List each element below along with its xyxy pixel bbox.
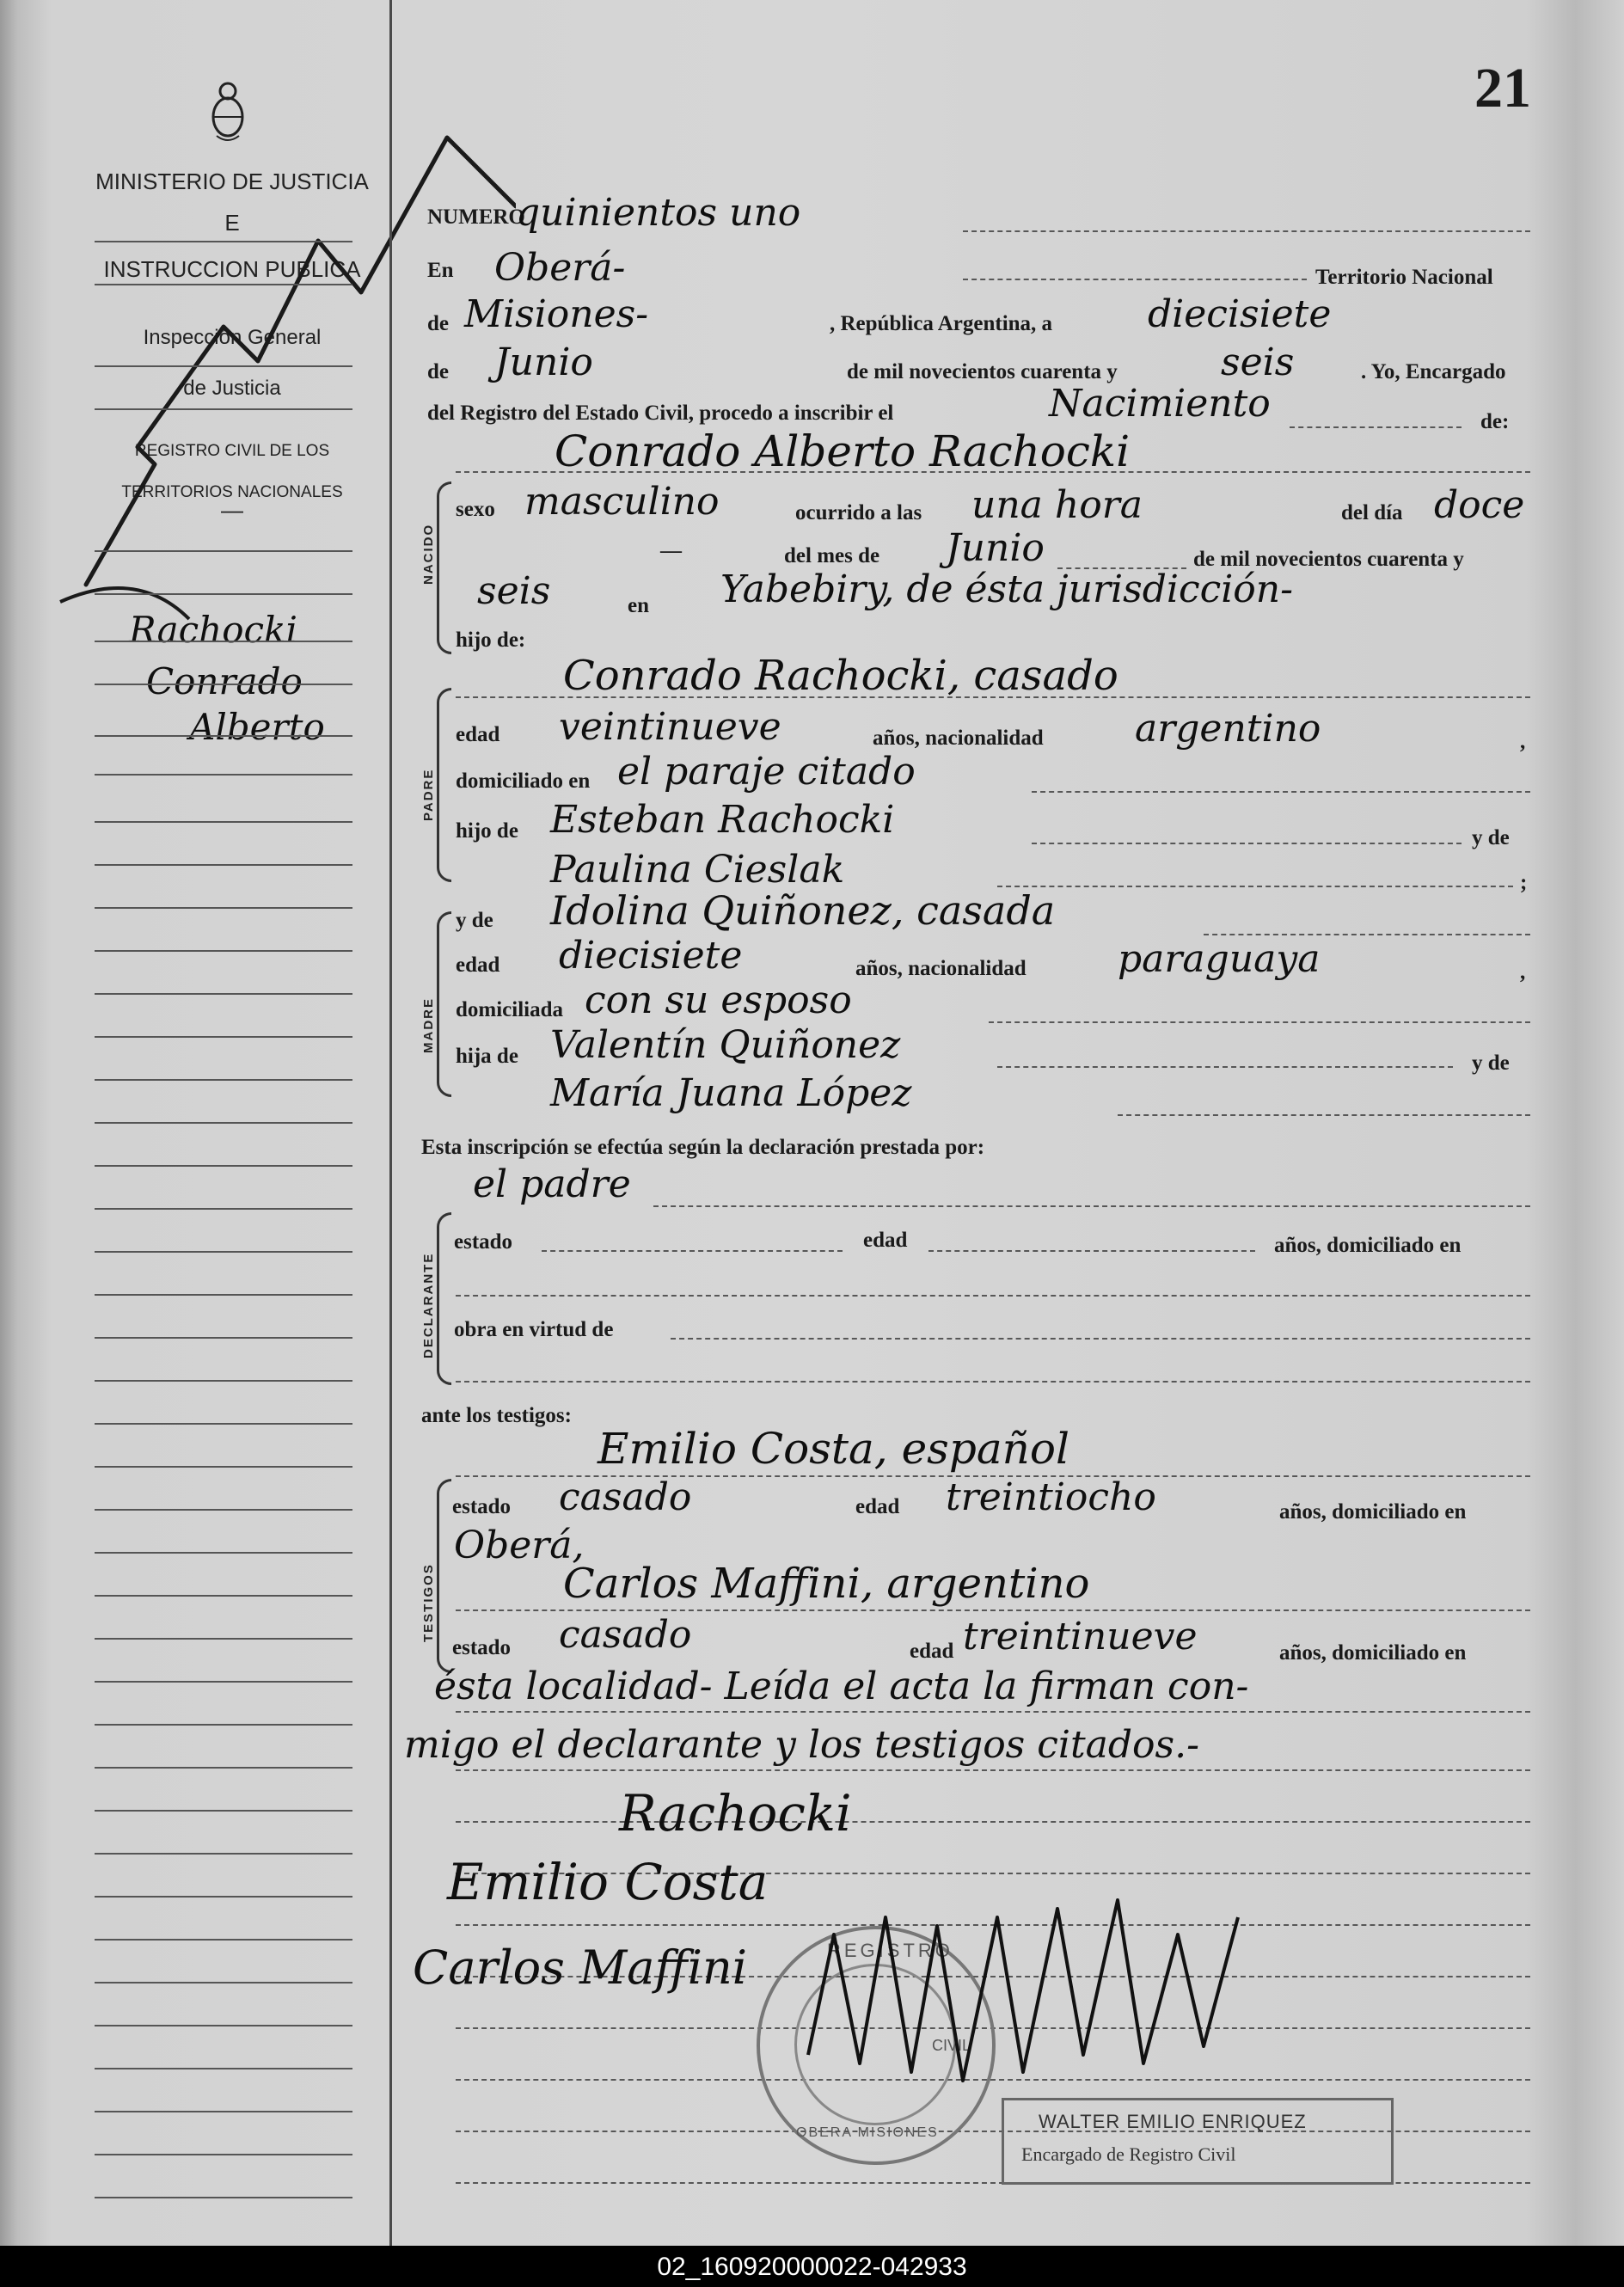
padre-edad-label: edad <box>456 723 500 746</box>
de-colon: de: <box>1480 410 1510 433</box>
declarante-value: el padre <box>473 1162 631 1206</box>
ocurrido-text: ocurrido a las <box>795 501 922 524</box>
madre-nacionalidad-label: años, nacionalidad <box>855 957 1026 980</box>
madre-edad-value: diecisiete <box>559 934 743 978</box>
padre-y-de-label: y de <box>1472 826 1510 849</box>
madre-value: Idolina Quiñonez, casada <box>550 887 1056 934</box>
numero-value: quinientos uno <box>516 191 801 235</box>
seal-side-text: CIVIL <box>932 2037 971 2054</box>
testigo-1-domicilio-value: Oberá, <box>454 1524 585 1567</box>
nacido-brace <box>437 481 451 654</box>
madre-y-de-label-2: y de <box>1472 1052 1510 1075</box>
padre-domicilio-value: el paraje citado <box>617 750 916 794</box>
child-name: Conrado Alberto Rachocki <box>555 426 1131 476</box>
section-label-padre: PADRE <box>421 768 436 821</box>
registry-line-1: REGISTRO CIVIL DE LOS <box>134 442 330 460</box>
semicolon: ; <box>1520 871 1528 894</box>
section-label-declarante: DECLARANTE <box>421 1252 436 1358</box>
madre-domicilio-label: domiciliada <box>456 998 564 1021</box>
abuelo-paterno-value: Esteban Rachocki <box>550 798 895 842</box>
madre-y-de-label: y de <box>456 909 493 932</box>
signature-declarante: Rachocki <box>619 1784 852 1842</box>
testigo-1-edad-label: edad <box>855 1495 900 1518</box>
madre-domicilio-value: con su esposo <box>585 978 852 1022</box>
del-mes-text: del mes de <box>784 544 880 567</box>
testigo-1-estado-value: casado <box>559 1475 692 1519</box>
testigo-1-estado-label: estado <box>452 1495 512 1518</box>
anio-value: seis <box>477 569 551 613</box>
hora-value: una hora <box>971 483 1143 527</box>
ministry-line-2: E <box>224 210 240 236</box>
section-label-madre: MADRE <box>421 997 436 1053</box>
closing-line-2: migo el declarante y los testigos citados.- <box>404 1723 1199 1767</box>
stamp-title: Encargado de Registro Civil <box>1021 2143 1236 2165</box>
en-label: En <box>427 259 454 282</box>
seal-top-text: REGISTRO <box>827 1940 953 1961</box>
testigo-1-domicilio-label: años, domiciliado en <box>1279 1500 1467 1524</box>
del-dia-text: del día <box>1341 501 1403 524</box>
en-place-label: en <box>628 594 649 617</box>
declarante-domicilio-label: años, domiciliado en <box>1274 1234 1462 1257</box>
page-number: 21 <box>1474 57 1531 120</box>
padre-brace <box>437 688 451 882</box>
registry-dash: — <box>221 497 243 523</box>
official-name-stamp <box>1002 2098 1394 2185</box>
testigo-1-edad-value: treintiocho <box>946 1475 1156 1519</box>
madre-edad-label: edad <box>456 953 500 977</box>
margin-note-surname: Rachocki <box>129 609 297 651</box>
year-value: seis <box>1221 340 1295 384</box>
declarante-estado-label: estado <box>454 1230 513 1254</box>
obra-virtud-label: obra en virtud de <box>454 1318 614 1341</box>
mil-novecientos-text: de mil novecientos cuarenta y <box>847 360 1118 383</box>
ministry-line-1: MINISTERIO DE JUSTICIA <box>95 169 369 194</box>
dash-value: — <box>660 539 682 562</box>
testigo-2-estado-label: estado <box>452 1636 512 1659</box>
testigos-brace <box>437 1479 451 1673</box>
padre-hijo-de-label: hijo de <box>456 819 518 843</box>
en-value: Oberá- <box>494 246 626 290</box>
declarante-brace <box>437 1212 451 1385</box>
de-label: de <box>427 312 449 335</box>
registro-text: del Registro del Estado Civil, procedo a inscribir el <box>427 402 894 425</box>
testigo-2-edad-label: edad <box>910 1640 954 1663</box>
section-label-nacido: NACIDO <box>421 523 436 585</box>
inspection-line-1: Inspección General <box>143 326 322 349</box>
margin-note-firstname: Conrado <box>146 660 303 702</box>
territory-value: Misiones- <box>464 292 649 336</box>
ante-testigos-text: ante los testigos: <box>421 1404 572 1427</box>
padre-value: Conrado Rachocki, casado <box>563 652 1118 700</box>
inspection-line-2: de Justicia <box>183 377 281 400</box>
testigo-2-edad-value: treintinueve <box>963 1615 1198 1659</box>
act-type-value: Nacimiento <box>1049 382 1271 426</box>
place-value: Yabebiry, de ésta jurisdicción- <box>720 567 1293 611</box>
declaracion-text: Esta inscripción se efectúa según la declaración prestada por: <box>421 1136 985 1159</box>
territorio-label: Territorio Nacional <box>1315 266 1493 289</box>
hijo-de-label: hijo de: <box>456 628 526 652</box>
comma-2: , <box>1520 960 1526 984</box>
padre-edad-value: veintinueve <box>559 705 781 749</box>
dia-value: doce <box>1434 483 1525 527</box>
testigo-2-domicilio-label: años, domiciliado en <box>1279 1641 1467 1665</box>
day-value: diecisiete <box>1148 292 1332 336</box>
madre-hija-de-label: hija de <box>456 1045 518 1068</box>
signature-testigo-2: Carlos Maffini <box>413 1941 748 1995</box>
madre-brace <box>437 911 451 1097</box>
yo-encargado-text: . Yo, Encargado <box>1361 360 1506 383</box>
month-value: Junio <box>494 340 593 384</box>
republica-text: , República Argentina, a <box>830 312 1053 335</box>
comma-1: , <box>1520 730 1526 753</box>
padre-nacionalidad-label: años, nacionalidad <box>873 727 1044 750</box>
sexo-value: masculino <box>524 480 720 524</box>
abuela-materna-value: María Juana López <box>550 1071 912 1115</box>
section-label-testigos: TESTIGOS <box>421 1563 436 1642</box>
de-label-2: de <box>427 360 449 383</box>
padre-nacionalidad-value: argentino <box>1135 707 1321 751</box>
madre-nacionalidad-value: paraguaya <box>1118 937 1321 981</box>
declarante-edad-label: edad <box>863 1229 908 1252</box>
registry-line-2: TERRITORIOS NACIONALES <box>121 483 343 501</box>
testigo-2-value: Carlos Maffini, argentino <box>563 1560 1090 1608</box>
mil-novecientos-cuarenta: de mil novecientos cuarenta y <box>1193 548 1464 571</box>
stamp-name: WALTER EMILIO ENRIQUEZ <box>1039 2111 1307 2132</box>
mes-value: Junio <box>946 526 1045 570</box>
official-signature-scribble <box>800 1883 1281 2106</box>
footer-id: 02_160920000022-042933 <box>657 2253 967 2281</box>
testigo-2-estado-value: casado <box>559 1613 692 1657</box>
padre-domicilio-label: domiciliado en <box>456 769 591 793</box>
margin-column <box>0 0 391 2246</box>
testigo-1-value: Emilio Costa, español <box>598 1424 1069 1474</box>
ministry-line-3: INSTRUCCION PUBLICA <box>103 256 361 282</box>
numero-label: NUMERO <box>427 205 525 229</box>
abuelo-materno-value: Valentín Quiñonez <box>550 1023 901 1067</box>
closing-line-1: ésta localidad- Leída el acta la firman con- <box>434 1665 1249 1708</box>
signature-testigo-1: Emilio Costa <box>447 1853 769 1911</box>
margin-note-middlename: Alberto <box>189 706 325 748</box>
abuela-paterna-value: Paulina Cieslak <box>550 848 845 892</box>
seal-bottom-text: OBERA MISIONES <box>796 2125 939 2140</box>
footer-bar <box>0 2246 1624 2287</box>
margin-rule <box>389 0 392 2246</box>
sexo-label: sexo <box>456 498 495 521</box>
